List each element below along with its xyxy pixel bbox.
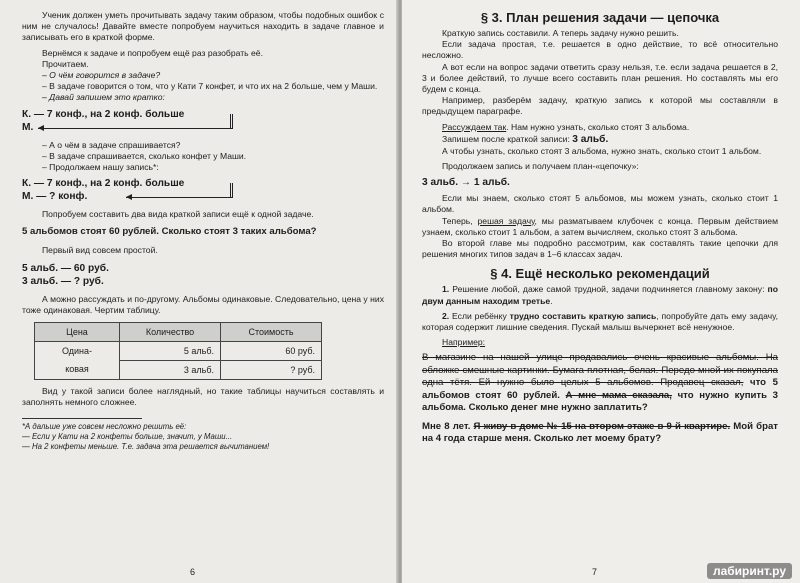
paragraph: А вот если на вопрос задачи ответить сразу нельзя, т.е. если задача решается в 2, 3 и более действий, то лучше всего составить план решения. Но составлять мы его будем с конца.: [422, 61, 778, 95]
table-cell: ковая: [35, 360, 120, 379]
after-table-paragraph: Вид у такой записи более наглядный, но такие таблицы научиться составлять и заполнять немного сложнее.: [22, 385, 384, 407]
text-run: Теперь,: [442, 215, 478, 226]
footnote-divider: [22, 418, 142, 419]
kept-text: что нужно купить 3 альбома. Сколько денег мне нужно заплатить?: [422, 389, 778, 414]
question-1: – О чём говорится в задаче?: [42, 70, 161, 81]
item-number: 2.: [442, 310, 450, 321]
paragraph: Например, разберём задачу, краткую запись к которой мы составляли в предыдущем параграфе.: [422, 95, 778, 117]
paragraph: Если мы знаем, сколько стоят 5 альбомов, мы можем узнать, сколько стоит 1 альбом.: [422, 193, 778, 215]
paragraph: Если задача простая, т.е. решается в одно действие, то всё относительно несложно.: [422, 39, 778, 61]
short-record-1-line-2: М.: [22, 121, 34, 133]
footnote-line: *А дальше уже совсем несложно решить её:: [22, 421, 187, 431]
struck-text: Я живу в доме № 15 на втором этаже в 9-й квартире.: [473, 420, 731, 432]
table-header: Стоимость: [221, 322, 322, 341]
table-cell: ? руб.: [221, 360, 322, 379]
kept-text: Мой брат на 4 года старше меня. Сколько лет моему брату?: [422, 420, 778, 445]
right-page: [402, 0, 800, 583]
recommendation-2: [422, 311, 778, 333]
arrow-head-icon: [38, 125, 44, 131]
watermark-logo: лабиринт.ру: [707, 563, 792, 579]
table-cell: 3 альб.: [120, 360, 221, 379]
answer-3: – В задаче спрашивается, сколько конфет у Маши.: [42, 150, 247, 161]
footnote-line: — На 2 конфеты меньше. Т.е. задача эта решается вычитанием!: [22, 441, 270, 451]
return-paragraph: Вернёмся к задаче и попробуем ещё раз разобрать её.: [42, 47, 263, 58]
question-3: – А о чём в задаче спрашивается?: [42, 139, 181, 150]
short-record-1: [22, 108, 384, 136]
paragraph: Продолжаем запись и получаем план-«цепочку»:: [442, 161, 639, 172]
text-run: Решение любой, даже самой трудной, задачи подчиняется главному закону:: [449, 284, 768, 295]
short-record-2-line-2: М. — ? конф.: [22, 191, 88, 203]
page-number: 7: [592, 567, 598, 577]
table-header: Цена: [35, 322, 120, 341]
table-header: Количество: [120, 322, 221, 341]
paragraph: А чтобы узнать, сколько стоят 3 альбома, нужно знать, сколько стоит 1 альбом.: [442, 145, 762, 156]
paragraph: [422, 133, 778, 146]
paragraph: Во второй главе мы подробно рассмотрим, как составлять такие цепочки для решения многих типов задач в 1–6 классах задач.: [422, 238, 778, 260]
section-3-heading: § 3. План решения задачи — цепочка: [480, 10, 720, 25]
first-kind-line: Первый вид совсем простой.: [42, 244, 158, 255]
example-label: Например:: [442, 337, 486, 348]
text-run: . Нам нужно узнать, сколько стоят 3 альбома.: [506, 121, 690, 132]
record-bold: 3 альб.: [572, 133, 609, 145]
bracket-arrow: [38, 114, 233, 129]
example-task-2: [422, 421, 778, 446]
other-way-paragraph: А можно рассуждать и по-другому. Альбомы одинаковые. Следовательно, цена у них тоже одинаковая. Чертим таблицу.: [22, 294, 384, 316]
short-record-1-line-1: К. — 7 конф., на 2 конф. больше: [22, 108, 185, 120]
footnote-line: — Если у Кати на 2 конфеты больше, значит, у Маши...: [22, 431, 233, 441]
recommendation-1: [422, 284, 778, 306]
intro-paragraph: Ученик должен уметь прочитывать задачу таким образом, чтобы подобных ошибок с ним не случалось! Давайте вместе попробуем научиться находить в задаче главное и записывать его в краткой форме.: [22, 10, 384, 43]
read-line: Прочитаем.: [42, 58, 89, 69]
text-run: , попробуйте дать ему задачу, которая содержит лишние сведения. Пускай малыш вычеркнет всё ненужное.: [422, 310, 778, 333]
bold-phrase: трудно составить краткую запись: [509, 310, 657, 321]
text-run: , мы разматываем клубочек с конца. Первым действием узнаем, сколько стоит 1 альбом, а затем вычисляем, сколько стоят 3 альбома.: [422, 215, 778, 237]
text-run: .: [550, 295, 553, 306]
table-cell: 60 руб.: [221, 341, 322, 360]
chain-record: 3 альб. → 1 альб.: [422, 177, 510, 189]
bracket-arrow-vertical: [230, 114, 231, 128]
question-2: – Давай запишем это кратко:: [42, 92, 165, 103]
footnotes: [22, 418, 384, 452]
price-table: [34, 322, 322, 380]
bracket-arrow-vertical: [230, 183, 231, 197]
item-number: 1.: [442, 284, 450, 295]
paragraph: [422, 122, 778, 133]
struck-text: В магазине на нашей улице продавались очень красивые альбомы. На обложке смешные картинки. Бумага плотная, белая. Передо мной их покупала одна тётя. Ей нужно было целых 5 альбомов. Продавец сказал,: [422, 352, 778, 389]
kept-text: Мне 8 лет.: [422, 420, 474, 432]
section-4-heading: § 4. Ещё несколько рекомендаций: [490, 266, 710, 282]
short-record-2-line-1: К. — 7 конф., на 2 конф. больше: [22, 178, 185, 190]
table-cell: 5 альб.: [120, 341, 221, 360]
page-number: 6: [190, 567, 196, 577]
record-line-1: 5 альб. — 60 руб.: [22, 263, 109, 275]
paragraph: [422, 216, 778, 238]
underlined-phrase: Рассуждаем так: [442, 121, 507, 132]
table-cell: Одина-: [35, 341, 120, 360]
struck-text: А мне мама сказала,: [565, 389, 672, 401]
arrow-head-icon: [126, 194, 132, 200]
text-run: Запишем после краткой записи:: [442, 133, 573, 144]
bracket-arrow: [126, 183, 233, 198]
task-statement: 5 альбомов стоят 60 рублей. Сколько стоят 3 таких альбома?: [22, 226, 317, 238]
question-4: – Продолжаем нашу запись*:: [42, 162, 159, 173]
underlined-phrase: решая задачу: [477, 215, 535, 226]
short-record-2: [22, 177, 384, 205]
answer-1: – В задаче говорится о том, что у Кати 7 конфет, и что их на 2 больше, чем у Маши.: [42, 81, 378, 92]
record-line-2: 3 альб. — ? руб.: [22, 276, 104, 288]
paragraph: Краткую запись составили. А теперь задачу нужно решить.: [442, 28, 679, 38]
example-task-1: [422, 352, 778, 415]
bold-phrase: по двум данным находим третье: [422, 284, 778, 306]
kept-text: что 5 альбомов стоят 60 рублей.: [422, 377, 778, 401]
left-page: [0, 0, 398, 583]
text-run: Если ребёнку: [449, 310, 510, 321]
two-kinds-paragraph: Попробуем составить два вида краткой записи ещё к одной задаче.: [42, 209, 314, 220]
